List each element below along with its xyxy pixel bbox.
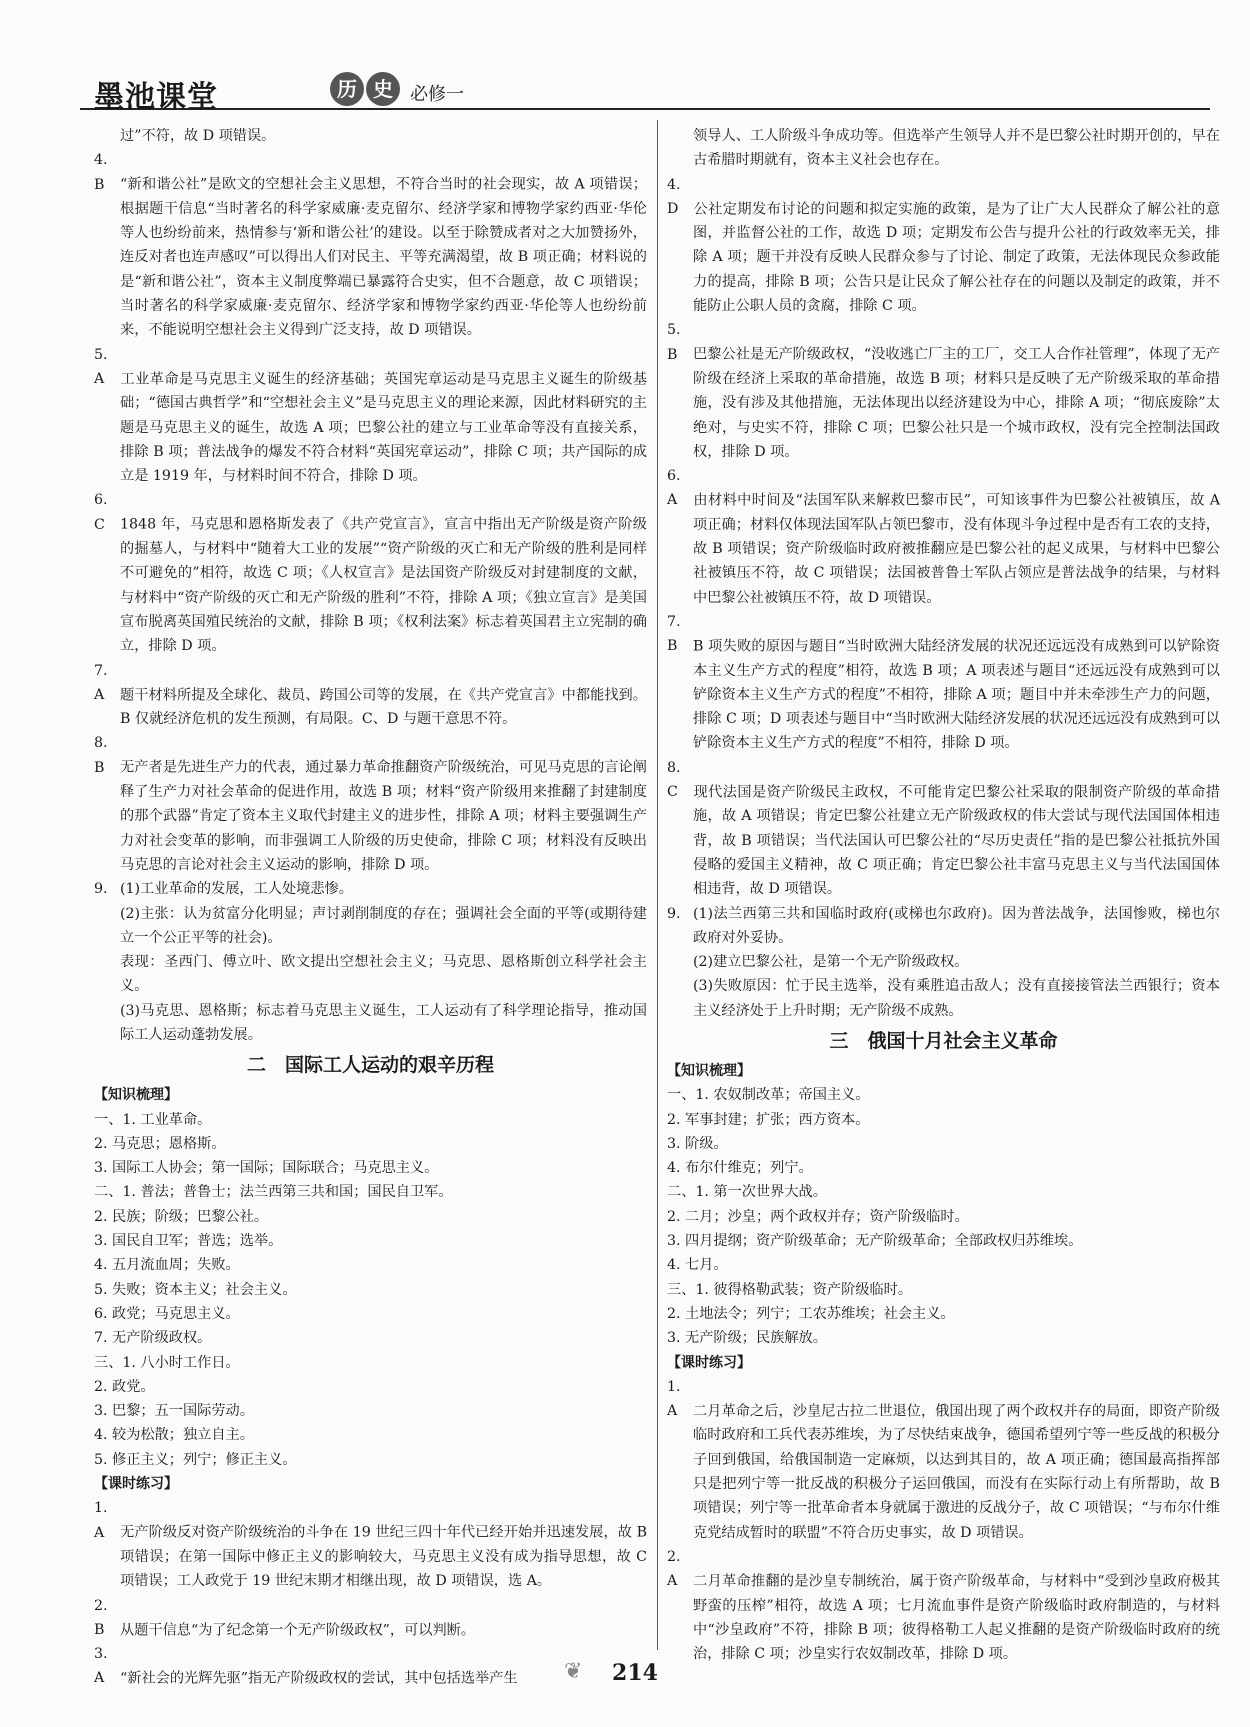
answer-item-5: 5. A 工业革命是马克思主义诞生的经济基础；英国宪章运动是马克思主义诞生的阶级基础；“德国古典哲学”和“空想社会主义”是马克思主义的理论来源，因此材料研究的主题是马克思主义的诞生，故选 A 项；巴黎公社的建立与工业革命等没有直接关系，排除 B 项；普法战争的爆发不符合材料“英国宪章运动”，排除 C 项；共产国际的成立是 1919 年，与材料时间不符合，排除 D 项。	[94, 346, 647, 485]
answer-9-part-2: (2)建立巴黎公社，是第一个无产阶级政权。	[693, 954, 969, 971]
practice-item-1: 1. A 无产阶级反对资产阶级统治的斗争在 19 世纪三四十年代已经开始并迅速发展，故 B 项错误；在第一国际中修正主义的影响较大，马克思主义没有成为指导思想，故 C 项错误；工人政党于 19 世纪末期才相继出现，故 D 项错误，选 A。	[94, 1500, 647, 1590]
knowledge-line: 2. 二月；沙皇；两个政权并存；资产阶级临时。	[667, 1208, 969, 1225]
left-column	[94, 124, 647, 1691]
answer-item-9: 9. (1)法兰西第三共和国临时政府(或梯也尔政府)。因为普法战争，法国惨败，梯也尔政府对外妥协。	[667, 905, 1220, 946]
knowledge-label: 【知识梳理】	[667, 1062, 751, 1079]
knowledge-line: 5. 修正主义；列宁；修正主义。	[94, 1451, 297, 1468]
knowledge-line: 4. 布尔什维克；列宁。	[667, 1160, 813, 1177]
column-divider	[657, 120, 658, 1650]
knowledge-line: 三、1. 彼得格勒武装；资产阶级临时。	[667, 1281, 913, 1298]
answer-9-part-3: (3)失败原因：忙于民主选举，没有乘胜追击敌人；没有直接接管法兰西银行；资本主义经济处于上升时期；无产阶级不成熟。	[693, 978, 1220, 1019]
knowledge-line: 二、1. 第一次世界大战。	[667, 1184, 827, 1201]
knowledge-line: 2. 马克思；恩格斯。	[94, 1135, 226, 1152]
knowledge-list	[94, 1108, 647, 1472]
knowledge-line: 二、1. 普法；普鲁士；法兰西第三共和国；国民自卫军。	[94, 1184, 453, 1201]
knowledge-line: 2. 政党。	[94, 1378, 155, 1395]
subject-badge-1: 历	[330, 72, 364, 106]
page-header	[80, 70, 1210, 115]
answer-item-4: 4. B “新和谐公社”是欧文的空想社会主义思想，不符合当时的社会现实，故 A 项错误；根据题干信息“当时著名的科学家威廉·麦克留尔、经济学家和博物学家约西亚·华伦等人也纷纷前来，热情参与‘新和谐公社’的建设。以至于除赞成者对之大加赞扬外，连反对者也连声感叹”可以得出人们对民主、平等充满渴望，故 B 项正确；材料说的是“新和谐公社”，资本主义制度弊端已暴露符合史实，但不合题意，故 C 项错误；当时著名的科学家威廉·麦克留尔、经济学家和博物学家约西亚·华伦等人也纷纷前来，不能说明空想社会主义得到广泛支持，故 D 项错误。	[94, 152, 647, 339]
knowledge-list	[667, 1083, 1220, 1350]
knowledge-line: 3. 无产阶级；民族解放。	[667, 1330, 827, 1347]
subject-badge-2: 史	[366, 72, 400, 106]
answer-item-9: 9. (1)工业革命的发展，工人处境悲惨。	[94, 881, 353, 898]
knowledge-line: 2. 土地法令；列宁；工农苏维埃；社会主义。	[667, 1305, 955, 1322]
answer-9-part-2: (2)主张：认为贫富分化明显；声讨剥削制度的存在；强调社会全面的平等(或期待建立一个公正平等的社会)。	[120, 905, 647, 946]
knowledge-line: 一、1. 工业革命。	[94, 1111, 212, 1128]
knowledge-line: 7. 无产阶级政权。	[94, 1330, 212, 1347]
practice-label: 【课时练习】	[94, 1476, 178, 1493]
knowledge-line: 一、1. 农奴制改革；帝国主义。	[667, 1087, 870, 1104]
continued-text: 过”不符，故 D 项错误。	[120, 128, 276, 144]
section-title-3: 三 俄国十月社会主义革命	[829, 1029, 1058, 1052]
knowledge-line: 5. 失败；资本主义；社会主义。	[94, 1281, 297, 1298]
practice-item-2: 2. B 从题干信息“为了纪念第一个无产阶级政权”，可以判断。	[94, 1597, 476, 1638]
knowledge-line: 三、1. 八小时工作日。	[94, 1354, 240, 1371]
answer-9-part-3: (3)马克思、恩格斯；标志着马克思主义诞生，工人运动有了科学理论指导，推动国际工人运动蓬勃发展。	[120, 1002, 647, 1043]
brand-title: 墨池课堂	[94, 80, 218, 115]
right-column	[667, 124, 1220, 1666]
leaf-icon: ❦	[564, 1659, 583, 1684]
knowledge-line: 3. 国民自卫军；普选；选举。	[94, 1233, 283, 1250]
answer-item-8: 8. B 无产者是先进生产力的代表，通过暴力革命推翻资产阶级统治，可见马克思的言论阐释了生产力对社会革命的促进作用，故选 B 项；材料“资产阶级用来推翻了封建制度的那个武器”肯定了资本主义取代封建主义的进步性，排除 A 项；材料主要强调生产力对社会变革的影响，而非强调工人阶级的历史使命，排除 C 项；材料没有反映出马克思的言论对社会主义运动的影响，排除 D 项。	[94, 735, 647, 873]
answer-item-4: 4. D 公社定期发布讨论的问题和拟定实施的政策，是为了让广大人民群众了解公社的意图，并监督公社的工作，故选 D 项；定期发布公告与提升公社的行政效率无关，排除 A 项；题干并没有反映人民群众参与了讨论、制定了政策，无法体现民众参政能力的提高，排除 B 项；公告只是让民众了解公社存在的问题以及制定的政策，并不能防止公职人员的贪腐，排除 C 项。	[667, 176, 1220, 315]
knowledge-line: 4. 五月流血周；失败。	[94, 1257, 240, 1274]
volume-tag: 必修一	[410, 84, 464, 105]
knowledge-line: 6. 政党；马克思主义。	[94, 1305, 240, 1322]
answer-item-5: 5. B 巴黎公社是无产阶级政权，“没收逃亡厂主的工厂，交工人合作社管理”，体现了无产阶级在经济上采取的革命措施，故选 B 项；材料只是反映了无产阶级采取的革命措施，没有涉及其他措施，无法体现出以经济建设为中心，排除 A 项；“彻底废除”太绝对，与史实不符，排除 C 项；巴黎公社只是一个城市政权，没有完全控制法国政权，排除 D 项。	[667, 322, 1220, 460]
practice-label: 【课时练习】	[667, 1354, 751, 1371]
knowledge-line: 4. 较为松散；独立自主。	[94, 1427, 254, 1444]
knowledge-line: 2. 民族；阶级；巴黎公社。	[94, 1208, 269, 1225]
practice-item-3: 3. A “新社会的光辉先驱”指无产阶级政权的尝试，其中包括选举产生	[94, 1646, 518, 1687]
section-title-2: 二 国际工人运动的艰辛历程	[246, 1054, 494, 1077]
answer-item-7: 7. B B 项失败的原因与题目“当时欧洲大陆经济发展的状况还远远没有成熟到可以铲除资本主义生产方式的程度”相符，故选 B 项；A 项表述与题目“还远远没有成熟到可以铲除资本主义生产方式的程度”不相符，排除 A 项；题目中并未牵涉生产力的问题，排除 C 项；D 项表述与题目中“当时欧洲大陆经济发展的状况还远远没有成熟到可以铲除资本主义生产方式的程度”不相符，排除 D 项。	[667, 613, 1220, 752]
answer-item-7: 7. A 题干材料所提及全球化、裁员、跨国公司等的发展，在《共产党宣言》中都能找到。B 仅就经济危机的发生预测，有局限。C、D 与题干意思不符。	[94, 662, 647, 728]
knowledge-line: 4. 七月。	[667, 1257, 728, 1274]
knowledge-label: 【知识梳理】	[94, 1087, 178, 1104]
practice-item-1: 1. A 二月革命之后，沙皇尼古拉二世退位，俄国出现了两个政权并存的局面，即资产阶级临时政府和工兵代表苏维埃，为了尽快结束战争，德国希望列宁等一些反战的积极分子回到俄国，给俄国制造一定麻烦，以达到其目的，故 A 项正确；德国最高指挥部只是把列宁等一批反战的积极分子运回俄国，而没有在实际行动上有所帮助，故 B 项错误；列宁等一批革命者本身就属于激进的反战分子，故 C 项错误；“与布尔什维克党结成暂时的联盟”不符合历史事实，故 D 项错误。	[667, 1378, 1220, 1541]
answer-item-8: 8. C 现代法国是资产阶级民主政权，不可能肯定巴黎公社采取的限制资产阶级的革命措施，故 A 项错误；肯定巴黎公社建立无产阶级政权的伟大尝试与现代法国国体相违背，故 B 项错误；当代法国认可巴黎公社的“尽历史责任”指的是巴黎公社抵抗外国侵略的爱国主义精神，故 C 项正确；肯定巴黎公社丰富马克思主义与当代法国国体相违背，故 D 项错误。	[667, 759, 1220, 898]
answer-item-6: 6. A 由材料中时间及“法国军队来解救巴黎市民”，可知该事件为巴黎公社被镇压，故 A 项正确；材料仅体现法国军队占领巴黎市，没有体现斗争过程中是否有工农的支持，故 B 项错误；资产阶级临时政府被推翻应是巴黎公社的起义成果，与材料中巴黎公社被镇压不符，故 C 项错误；法国被普鲁士军队占领应是普法战争的结果，与材料中巴黎公社被镇压不符，故 D 项错误。	[667, 468, 1220, 606]
continued-text: 领导人、工人阶级斗争成功等。但选举产生领导人并不是巴黎公社时期开创的，早在古希腊时期就有，资本主义社会也存在。	[693, 128, 1220, 169]
knowledge-line: 3. 阶级。	[667, 1135, 728, 1152]
answer-9-part-2b: 表现：圣西门、傅立叶、欧文提出空想社会主义；马克思、恩格斯创立科学社会主义。	[120, 954, 647, 995]
knowledge-line: 3. 四月提纲；资产阶级革命；无产阶级革命；全部政权归苏维埃。	[667, 1233, 1083, 1250]
page-footer	[564, 1655, 680, 1691]
knowledge-line: 3. 国际工人协会；第一国际；国际联合；马克思主义。	[94, 1160, 439, 1177]
practice-item-2: 2. A 二月革命推翻的是沙皇专制统治，属于资产阶级革命，与材料中“受到沙皇政府极其野蛮的压榨”相符，故选 A 项；七月流血事件是资产阶级临时政府制造的，与材料中“沙皇政府”不符，排除 B 项；彼得格勒工人起义推翻的是资产阶级临时政府的统治，排除 C 项；沙皇实行农奴制改革，排除 D 项。	[667, 1548, 1220, 1663]
page-number: 214	[612, 1660, 658, 1686]
answer-item-6: 6. C 1848 年，马克思和恩格斯发表了《共产党宣言》，宣言中指出无产阶级是资产阶级的掘墓人，与材料中“随着大工业的发展”“资产阶级的灭亡和无产阶级的胜利是同样不可避免的”相符，故选 C 项；《人权宣言》是法国资产阶级反对封建制度的文献，与材料中“资产阶级的灭亡和无产阶级的胜利”不符，排除 A 项；《独立宣言》是美国宣布脱离英国殖民统治的文献，排除 B 项；《权利法案》标志着英国君主立宪制的确立，排除 D 项。	[94, 492, 647, 655]
knowledge-line: 2. 军事封建；扩张；西方资本。	[667, 1111, 870, 1128]
knowledge-line: 3. 巴黎；五一国际劳动。	[94, 1403, 254, 1420]
